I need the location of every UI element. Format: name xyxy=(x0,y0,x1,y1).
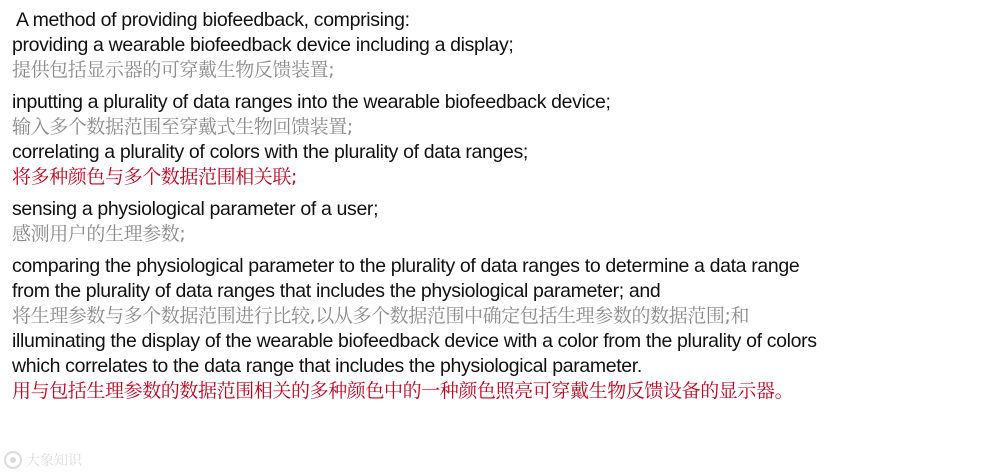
step-5-chinese: 将生理参数与多个数据范围进行比较,以从多个数据范围中确定包括生理参数的数据范围;和 xyxy=(12,305,750,327)
step-2-chinese: 输入多个数据范围至穿戴式生物回馈装置; xyxy=(12,116,353,138)
watermark-text: 大象知识 xyxy=(26,453,82,469)
step-3-english: correlating a plurality of colors with the plurality of data ranges; xyxy=(12,141,528,163)
step-5-english-line-2: from the plurality of data ranges that includes the physiological parameter; and xyxy=(12,280,661,302)
step-5-english-line-1: comparing the physiological parameter to the plurality of data ranges to determine a data range xyxy=(12,255,800,277)
step-6-english-line-1: illuminating the display of the wearable biofeedback device with a color from the plurality of colors xyxy=(12,330,817,352)
step-4-chinese: 感测用户的生理参数; xyxy=(12,223,186,245)
step-1-english: providing a wearable biofeedback device including a display; xyxy=(12,34,514,56)
watermark-logo-icon xyxy=(4,451,22,469)
step-6-english-line-2: which correlates to the data range that includes the physiological parameter. xyxy=(12,355,642,377)
patent-claim-document xyxy=(12,8,997,404)
watermark xyxy=(4,448,82,472)
claim-intro-line: A method of providing biofeedback, comprising: xyxy=(16,9,410,31)
step-3-chinese: 将多种颜色与多个数据范围相关联; xyxy=(12,166,298,188)
step-2-english: inputting a plurality of data ranges into the wearable biofeedback device; xyxy=(12,91,611,113)
step-4-english: sensing a physiological parameter of a user; xyxy=(12,198,379,220)
step-6-chinese: 用与包括生理参数的数据范围相关的多种颜色中的一种颜色照亮可穿戴生物反馈设备的显示器。 xyxy=(12,380,794,402)
step-1-chinese: 提供包括显示器的可穿戴生物反馈装置; xyxy=(12,59,335,81)
